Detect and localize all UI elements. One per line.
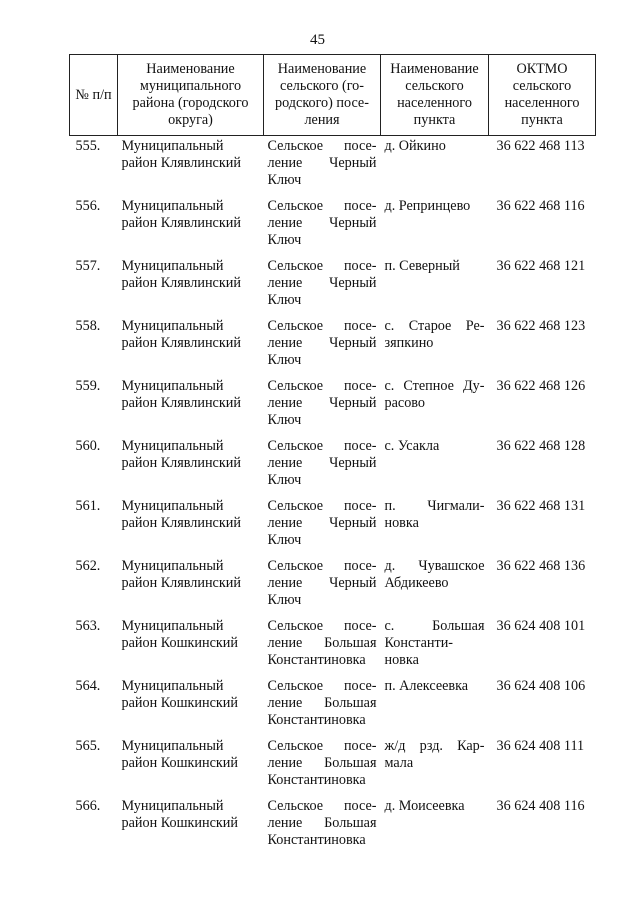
settlement-cell: Сельское посе-ление Черный Ключ [267, 438, 377, 488]
district-cell: Муниципальный район Кошкинский [121, 618, 238, 651]
settlement-cell: Сельское посе-ление Большая Константиновка [267, 738, 377, 788]
row-number: 564. [75, 678, 101, 694]
oktmo-cell: 36 622 468 123 [496, 318, 586, 334]
header-settlement: Наименование сельского (го-родского) посе-ления [264, 55, 381, 136]
settlement-cell: Сельское посе-ление Черный Ключ [267, 258, 377, 308]
oktmo-cell: 36 624 408 111 [496, 738, 585, 754]
locality-cell: д. Чувашское Абдикеево [384, 558, 485, 591]
district-cell: Муниципальный район Клявлинский [121, 138, 241, 171]
localities-table [69, 54, 596, 857]
district-cell: Муниципальный район Клявлинский [121, 498, 241, 531]
table-row [70, 317, 596, 377]
page-number: 45 [310, 32, 325, 48]
table-body [70, 136, 596, 858]
table-row [70, 136, 596, 198]
table-row [70, 257, 596, 317]
district-cell: Муниципальный район Клявлинский [121, 438, 241, 471]
district-cell: Муниципальный район Клявлинский [121, 318, 241, 351]
settlement-cell: Сельское посе-ление Большая Константиновка [267, 618, 377, 668]
header-oktmo: ОКТМО сельского населенного пункта [489, 55, 596, 136]
table-header-row [70, 55, 596, 136]
oktmo-cell: 36 622 468 121 [496, 258, 586, 274]
oktmo-cell: 36 622 468 128 [496, 438, 586, 454]
settlement-cell: Сельское посе-ление Большая Константиновка [267, 678, 377, 728]
locality-cell: с. Усакла [384, 438, 440, 454]
header-num: № п/п [70, 55, 118, 136]
oktmo-cell: 36 624 408 116 [496, 798, 585, 814]
table-row [70, 617, 596, 677]
table-row [70, 197, 596, 257]
settlement-cell: Сельское посе-ление Черный Ключ [267, 378, 377, 428]
locality-cell: ж/д рзд. Кар-мала [384, 738, 485, 771]
row-number: 563. [75, 618, 101, 634]
settlement-cell: Сельское посе-ление Черный Ключ [267, 198, 377, 248]
table-row [70, 737, 596, 797]
row-number: 558. [75, 318, 101, 334]
row-number: 556. [75, 198, 101, 214]
locality-cell: п. Северный [384, 258, 460, 274]
district-cell: Муниципальный район Клявлинский [121, 198, 241, 231]
header-district: Наименование муниципального района (городского округа) [118, 55, 264, 136]
table-row [70, 677, 596, 737]
locality-cell: п. Алексеевка [384, 678, 469, 694]
oktmo-cell: 36 622 468 131 [496, 498, 586, 514]
oktmo-cell: 36 622 468 113 [496, 138, 585, 154]
table-row [70, 497, 596, 557]
district-cell: Муниципальный район Клявлинский [121, 558, 241, 591]
locality-cell: с. Старое Ре-зяпкино [384, 318, 485, 351]
oktmo-cell: 36 624 408 101 [496, 618, 586, 634]
row-number: 561. [75, 498, 101, 514]
district-cell: Муниципальный район Кошкинский [121, 738, 238, 771]
district-cell: Муниципальный район Клявлинский [121, 378, 241, 411]
district-cell: Муниципальный район Клявлинский [121, 258, 241, 291]
table-row [70, 377, 596, 437]
locality-cell: д. Репринцево [384, 198, 471, 214]
row-number: 566. [75, 798, 101, 814]
row-number: 560. [75, 438, 101, 454]
settlement-cell: Сельское посе-ление Большая Константиновка [267, 798, 377, 848]
table-row [70, 557, 596, 617]
row-number: 555. [75, 138, 101, 154]
settlement-cell: Сельское посе-ление Черный Ключ [267, 498, 377, 548]
locality-cell: п. Чигмали-новка [384, 498, 485, 531]
row-number: 557. [75, 258, 101, 274]
settlement-cell: Сельское посе-ление Черный Ключ [267, 558, 377, 608]
table-row [70, 437, 596, 497]
settlement-cell: Сельское посе-ление Черный Ключ [267, 318, 377, 368]
row-number: 565. [75, 738, 101, 754]
district-cell: Муниципальный район Кошкинский [121, 798, 238, 831]
header-locality: Наименование сельского населенного пункта [381, 55, 489, 136]
locality-cell: д. Ойкино [384, 138, 446, 154]
oktmo-cell: 36 622 468 126 [496, 378, 586, 394]
settlement-cell: Сельское посе-ление Черный Ключ [267, 138, 377, 188]
oktmo-cell: 36 622 468 136 [496, 558, 586, 574]
oktmo-cell: 36 624 408 106 [496, 678, 586, 694]
locality-cell: с. Большая Константи-новка [384, 618, 485, 668]
row-number: 562. [75, 558, 101, 574]
locality-cell: д. Моисеевка [384, 798, 465, 814]
oktmo-cell: 36 622 468 116 [496, 198, 585, 214]
row-number: 559. [75, 378, 101, 394]
district-cell: Муниципальный район Кошкинский [121, 678, 238, 711]
table-row [70, 797, 596, 857]
locality-cell: с. Степное Ду-расово [384, 378, 485, 411]
